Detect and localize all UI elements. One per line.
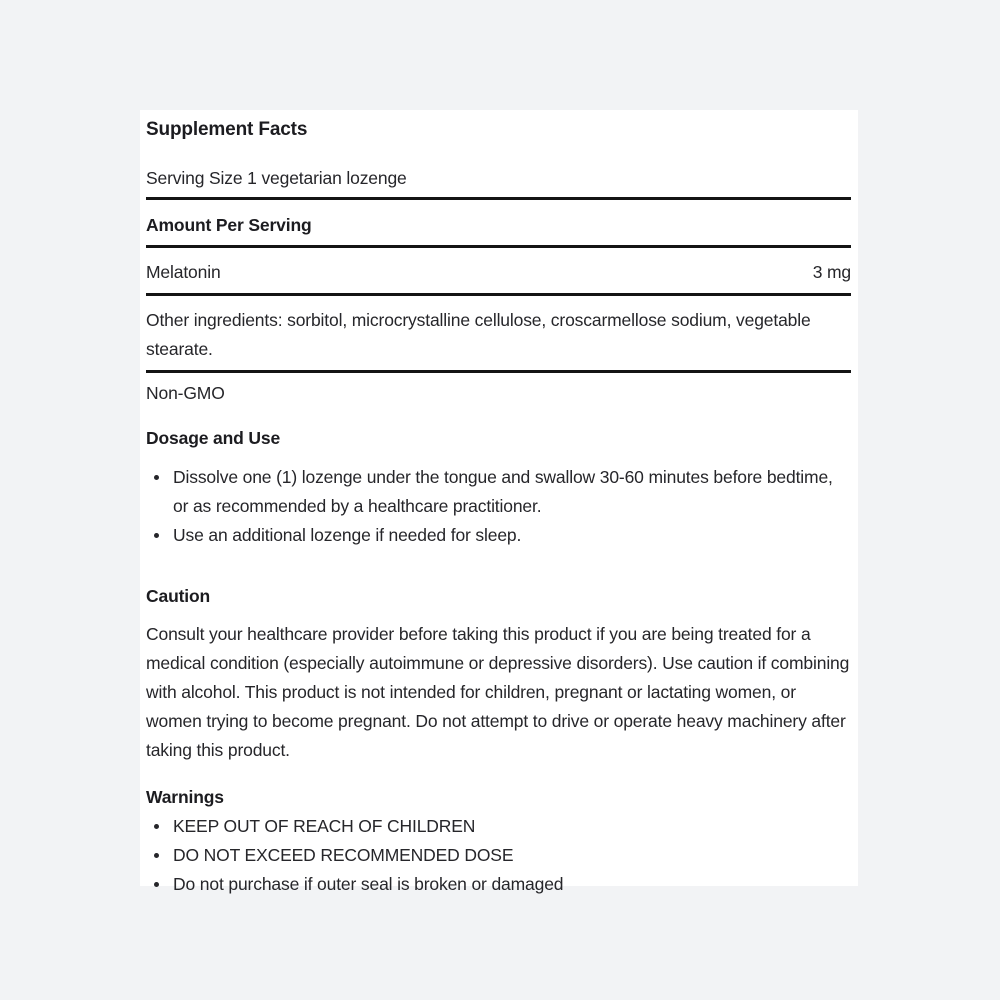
bullet-icon bbox=[154, 882, 159, 887]
dosage-list bbox=[146, 463, 851, 550]
list-item bbox=[146, 870, 851, 899]
divider-rule bbox=[146, 245, 851, 248]
list-item-text: Dissolve one (1) lozenge under the tongue and swallow 30-60 minutes before bedtime, or as recommended by a healthcare practitioner. bbox=[173, 467, 833, 516]
amount-per-serving-header: Amount Per Serving bbox=[146, 215, 312, 235]
serving-size-text: Serving Size 1 vegetarian lozenge bbox=[146, 168, 407, 188]
caution-heading: Caution bbox=[146, 586, 211, 606]
list-item bbox=[146, 812, 851, 841]
other-ingredients-text: Other ingredients: sorbitol, microcrystalline cellulose, croscarmellose sodium, vegetable stearate. bbox=[146, 310, 811, 359]
nutrient-row bbox=[146, 260, 851, 284]
list-item-text: KEEP OUT OF REACH OF CHILDREN bbox=[173, 816, 476, 836]
dosage-and-use-heading: Dosage and Use bbox=[146, 428, 281, 448]
nutrient-name: Melatonin bbox=[146, 262, 221, 282]
list-item bbox=[146, 521, 851, 550]
warnings-heading: Warnings bbox=[146, 787, 224, 807]
non-gmo-claim: Non-GMO bbox=[146, 383, 225, 403]
bullet-icon bbox=[154, 853, 159, 858]
list-item bbox=[146, 841, 851, 870]
list-item-text: DO NOT EXCEED RECOMMENDED DOSE bbox=[173, 845, 514, 865]
bullet-icon bbox=[154, 533, 159, 538]
list-item-text: Use an additional lozenge if needed for sleep. bbox=[173, 525, 522, 545]
warnings-list bbox=[146, 812, 851, 899]
label-title: Supplement Facts bbox=[146, 119, 308, 140]
bullet-icon bbox=[154, 475, 159, 480]
list-item bbox=[146, 463, 851, 521]
nutrient-amount: 3 mg bbox=[812, 262, 851, 282]
list-item-text: Do not purchase if outer seal is broken or damaged bbox=[173, 874, 564, 894]
divider-rule bbox=[146, 197, 851, 200]
supplement-facts-label bbox=[140, 110, 858, 894]
divider-rule bbox=[146, 370, 851, 373]
divider-rule bbox=[146, 293, 851, 296]
bullet-icon bbox=[154, 824, 159, 829]
caution-text: Consult your healthcare provider before taking this product if you are being treated for a medical condition (especially autoimmune or depressive disorders). Use caution if combining with alcohol. This product is not intended for children, pregnant or lactating women, or women trying to become pregnant. Do not attempt to drive or operate heavy machinery after taking this product. bbox=[146, 624, 850, 760]
